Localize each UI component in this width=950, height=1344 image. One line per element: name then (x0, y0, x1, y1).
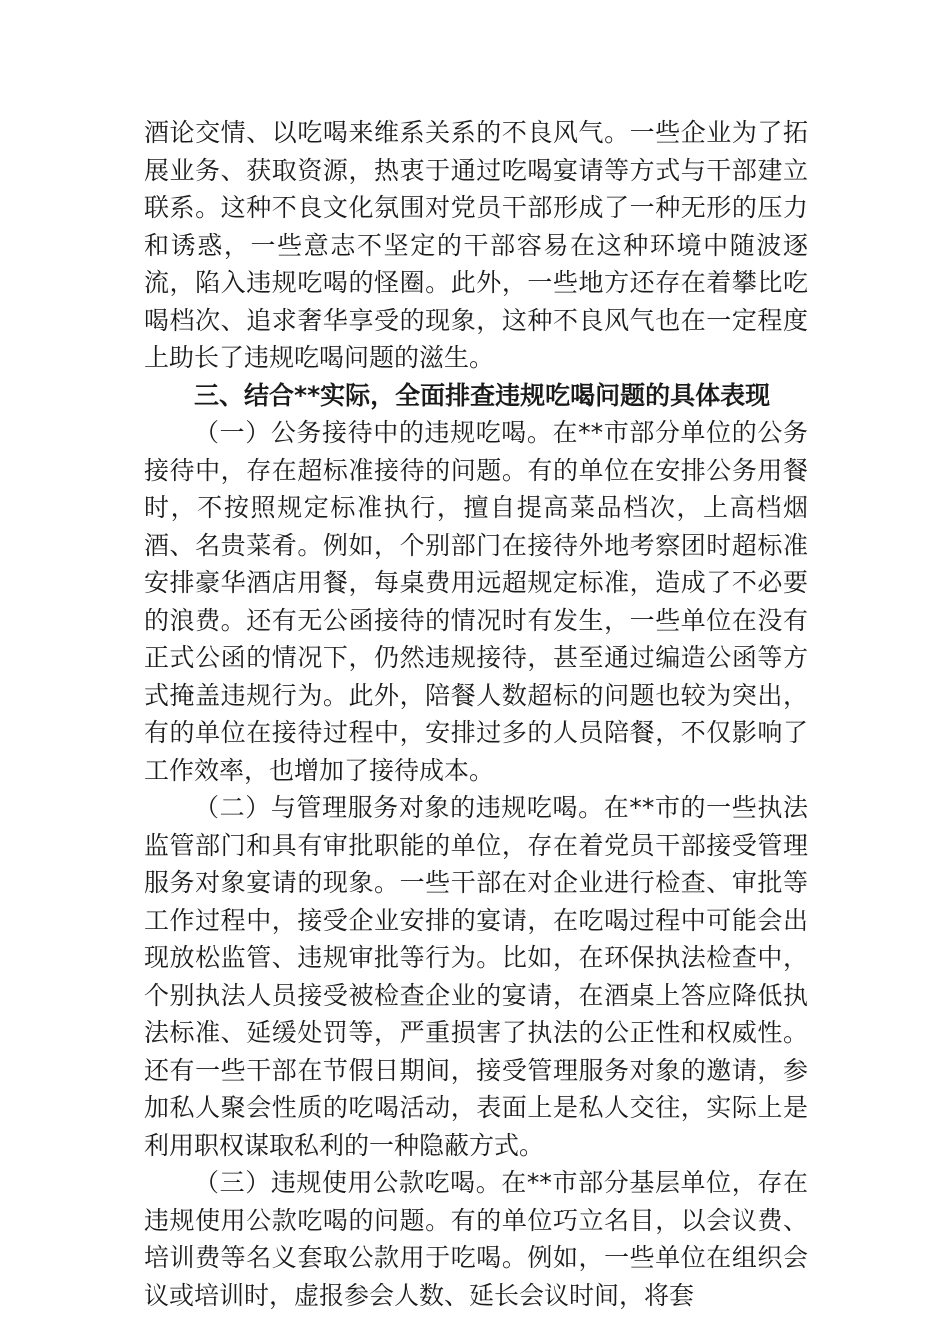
body-paragraph-service-objects: （二）与管理服务对象的违规吃喝。在**市的一些执法监管部门和具有审批职能的单位，存在着党员干部接受管理服务对象宴请的现象。一些干部在对企业进行检查、审批等工作过程中，接受企业安排的宴请，在吃喝过程中可能会出现放松监管、违规审批等行为。比如，在环保执法检查中，个别执法人员接受被检查企业的宴请，在酒桌上答应降低执法标准、延缓处罚等，严重损害了执法的公正性和权威性。还有一些干部在节假日期间，接受管理服务对象的邀请，参加私人聚会性质的吃喝活动，表面上是私人交往，实际上是利用职权谋取私利的一种隐蔽方式。 (144, 793, 808, 1160)
body-paragraph-continuation: 酒论交情、以吃喝来维系关系的不良风气。一些企业为了拓展业务、获取资源，热衷于通过吃喝宴请等方式与干部建立联系。这种不良文化氛围对党员干部形成了一种无形的压力和诱惑，一些意志不坚定的干部容易在这种环境中随波逐流，陷入违规吃喝的怪圈。此外，一些地方还存在着攀比吃喝档次、追求奢华享受的现象，这种不良风气也在一定程度上助长了违规吃喝问题的滋生。 (144, 118, 808, 372)
document-page (144, 114, 808, 1314)
body-paragraph-official-reception: （一）公务接待中的违规吃喝。在**市部分单位的公务接待中，存在超标准接待的问题。有的单位在安排公务用餐时，不按照规定标准执行，擅自提高菜品档次，上高档烟酒、名贵菜肴。例如，个别部门在接待外地考察团时超标准安排豪华酒店用餐，每桌费用远超规定标准，造成了不必要的浪费。还有无公函接待的情况时有发生，一些单位在没有正式公函的情况下，仍然违规接待，甚至通过编造公函等方式掩盖违规行为。此外，陪餐人数超标的问题也较为突出，有的单位在接待过程中，安排过多的人员陪餐，不仅影响了工作效率，也增加了接待成本。 (144, 418, 808, 785)
body-paragraph-public-funds: （三）违规使用公款吃喝。在**市部分基层单位，存在违规使用公款吃喝的问题。有的单位巧立名目，以会议费、培训费等名义套取公款用于吃喝。例如，一些单位在组织会议或培训时，虚报参会人数、延长会议时间，将套 (144, 1168, 808, 1310)
section-heading-three: 三、结合**实际，全面排查违规吃喝问题的具体表现 (194, 380, 771, 410)
